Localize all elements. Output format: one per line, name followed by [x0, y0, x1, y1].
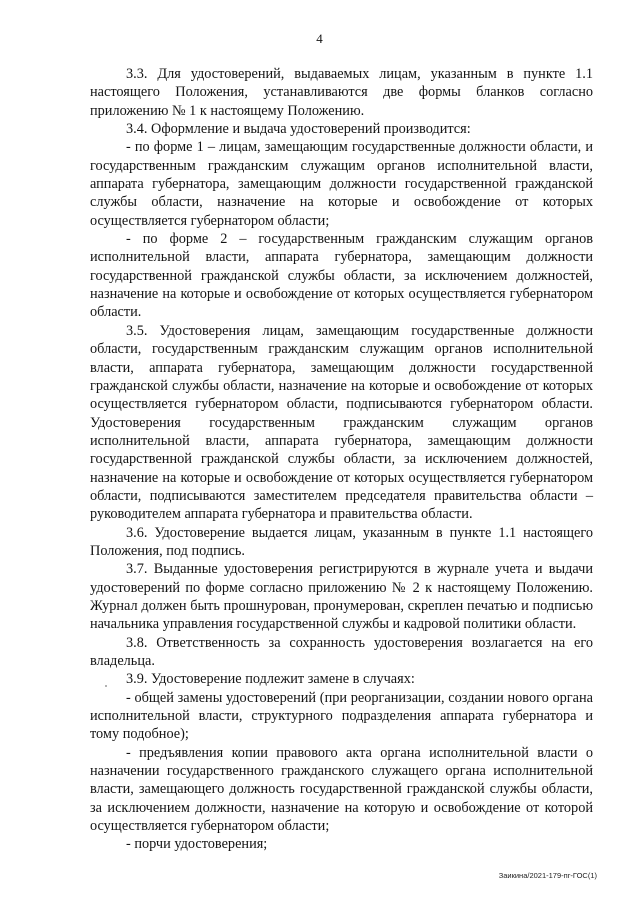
- scan-speck: [105, 685, 107, 687]
- list-item-damage: - порчи удостоверения;: [126, 836, 268, 853]
- list-item-legal-act-copy: - предъявления копии правового акта органа исполнительной власти о назначении государственного гражданского служащего органа исполнительной власти, замещающего должность государственной гражданской службы области, за исключением должности, назначение на которую и освобождение от которой осуществляется губернатором области;: [90, 744, 593, 835]
- paragraph-3-9: 3.9. Удостоверение подлежит замене в случаях:: [126, 671, 415, 688]
- list-item-general-replacement: - общей замены удостоверений (при реорганизации, создании нового органа исполнительной власти, структурного подразделения аппарата губернатора и тому подобное);: [90, 689, 593, 743]
- list-item-form-2: - по форме 2 – государственным гражданским служащим органов исполнительной власти, аппарата губернатора, замещающим должности государственной гражданской службы области, за исключением должностей, назначение на которые и освобождение от которых осуществляется губернатором области.: [90, 231, 593, 321]
- paragraph-3-6: 3.6. Удостоверение выдается лицам, указанным в пункте 1.1 настоящего Положения, под подпись.: [90, 524, 593, 559]
- page-number: 4: [316, 31, 323, 46]
- footer-reference: Заикина/2021-179-пг-ГОС(1): [498, 871, 597, 880]
- list-item-form-1: - по форме 1 – лицам, замещающим государственные должности области, и государственным гражданским служащим органов исполнительной власти, аппарата губернатора, замещающим должности государственной гражданской службы области, назначение на которые и освобождение от которых осуществляется губернатором области;: [90, 139, 593, 229]
- paragraph-3-8: 3.8. Ответственность за сохранность удостоверения возлагается на его владельца.: [90, 634, 593, 669]
- paragraph-3-7: 3.7. Выданные удостоверения регистрируются в журнале учета и выдачи удостоверений по форме согласно приложению № 2 к настоящему Положению. Журнал должен быть прошнурован, пронумерован, скреплен печатью и подписью начальника управления государственной службы и кадровой политики области.: [90, 561, 593, 633]
- paragraph-3-3: 3.3. Для удостоверений, выдаваемых лицам, указанным в пункте 1.1 настоящего Положения, устанавливаются две формы бланков согласно приложению № 1 к настоящему Положению.: [90, 66, 593, 119]
- document-body: [90, 65, 593, 854]
- paragraph-3-5: 3.5. Удостоверения лицам, замещающим государственные должности области, государственным гражданским служащим органов исполнительной власти, аппарата губернатора, замещающим должности государственной гражданской службы области, назначение на которые и освобождение от которых осуществляется губернатором области, подписываются губернатором области. Удостоверения государственным гражданским служащим органов исполнительной власти, аппарата губернатора, замещающим должности государственной гражданской службы области, за исключением должностей, назначение на которые и освобождение от которых осуществляется губернатором области, подписываются заместителем председателя правительства области – руководителем аппарата губернатора и правительства области.: [90, 322, 593, 523]
- paragraph-3-4: 3.4. Оформление и выдача удостоверений производится:: [126, 121, 471, 138]
